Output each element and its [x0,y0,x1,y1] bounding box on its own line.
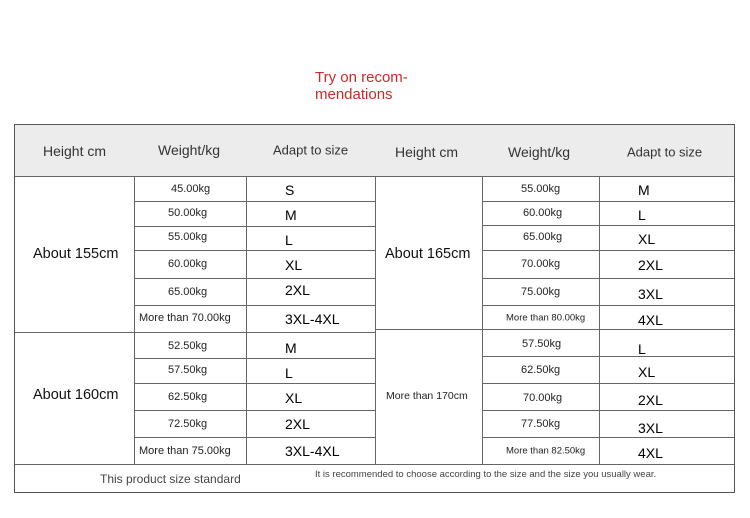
row-divider [134,383,375,384]
size-cell: XL [285,257,303,273]
size-cell: 4XL [638,312,663,328]
size-cell: 4XL [638,445,663,461]
weight-cell: 45.00kg [171,183,211,195]
weight-cell: 70.00kg [523,392,563,404]
weight-cell: 77.50kg [521,418,561,430]
footer-note-right: It is recommended to choose according to the size and the size you usually wear. [315,469,657,480]
weight-cell: 72.50kg [168,418,208,430]
weight-cell: 57.50kg [522,338,562,350]
row-divider [482,437,734,438]
size-cell: L [285,232,293,248]
weight-cell: More than 70.00kg [139,312,231,324]
column-divider [375,176,376,464]
weight-cell: 52.50kg [168,340,208,352]
weight-cell: 75.00kg [521,286,561,298]
row-divider [134,437,375,438]
size-cell: 2XL [285,416,310,432]
row-divider [134,278,375,279]
row-divider [482,201,734,202]
weight-cell: 57.50kg [168,364,208,376]
height-label: More than 170cm [386,390,468,402]
size-cell: XL [638,364,656,380]
weight-cell: 65.00kg [523,231,563,243]
row-divider [134,201,375,202]
header-height: Height cm [43,143,107,159]
row-divider [134,226,375,227]
column-divider [599,176,600,464]
row-divider [482,250,734,251]
size-cell: 3XL [638,286,663,302]
weight-cell: 50.00kg [168,207,208,219]
row-divider [134,250,375,251]
size-cell: L [638,207,646,223]
weight-cell: 70.00kg [521,258,561,270]
header-weight: Weight/kg [508,144,570,160]
weight-cell: 62.50kg [521,364,561,376]
size-cell: 3XL-4XL [285,443,340,459]
size-cell: 2XL [638,392,663,408]
row-divider [482,305,734,306]
footer-note-left: This product size standard [100,472,241,486]
weight-cell: More than 80.00kg [506,312,586,324]
column-divider [246,176,247,464]
footer-divider [15,464,734,465]
row-divider [134,358,375,359]
column-divider [482,176,483,464]
size-cell: XL [285,390,303,406]
row-divider [134,305,375,306]
header-height: Height cm [395,144,459,160]
header-size: Adapt to size [273,142,349,158]
row-divider [134,410,375,411]
row-divider [482,225,734,226]
weight-cell: More than 82.50kg [506,445,586,457]
row-divider [482,278,734,279]
group-divider-left [15,332,375,333]
header-size: Adapt to size [627,144,703,160]
size-cell: 2XL [285,282,310,298]
size-cell: XL [638,231,656,247]
size-cell: M [285,340,297,356]
size-cell: 3XL [638,420,663,436]
weight-cell: 60.00kg [523,207,563,219]
page-title: Try on recom- mendations [315,69,408,103]
height-label: About 165cm [385,246,471,262]
weight-cell: 55.00kg [168,231,208,243]
size-cell: S [285,182,295,198]
size-cell: M [285,207,297,223]
row-divider [482,356,734,357]
column-divider [134,176,135,464]
weight-cell: 60.00kg [168,258,208,270]
size-cell: 3XL-4XL [285,311,340,327]
weight-cell: 55.00kg [521,183,561,195]
size-cell: L [638,341,646,357]
size-cell: 2XL [638,257,663,273]
size-cell: L [285,365,293,381]
row-divider [482,410,734,411]
header-weight: Weight/kg [158,142,220,158]
row-divider [482,383,734,384]
weight-cell: 62.50kg [168,391,208,403]
weight-cell: More than 75.00kg [139,445,231,457]
group-divider-right [375,329,734,330]
height-label: About 160cm [33,387,119,403]
weight-cell: 65.00kg [168,286,208,298]
height-label: About 155cm [33,246,119,262]
size-cell: M [638,182,650,198]
